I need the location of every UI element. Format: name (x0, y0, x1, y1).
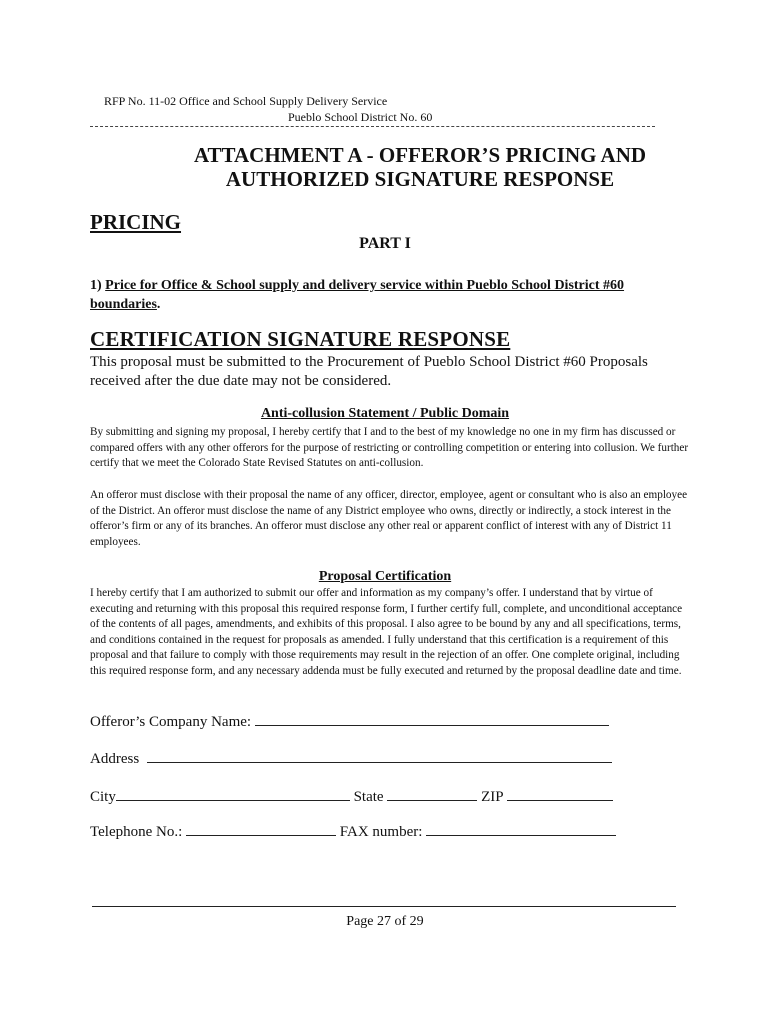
attachment-title-line1: ATTACHMENT A - OFFEROR’S PRICING AND (193, 143, 647, 167)
zip-field[interactable] (507, 786, 613, 801)
city-state-zip-row (90, 786, 613, 807)
anti-collusion-paragraph1: By submitting and signing my proposal, I hereby certify that I and to the best of my knowledge no one in my firm has discussed or compared offers with any other offerors for the purpose of restricting or controlling competition or entering into collusion. We further certify that we meet the Colorado State Revised Statutes on anti-collusion. (90, 426, 689, 470)
anti-collusion-paragraph2: An offeror must disclose with their proposal the name of any officer, director, employee, agent or consultant who is also an employee of the District. An offeror must disclose the name of any District employee who owns, directly or indirectly, a stock interest in the offeror’s firm or any of its branches. An offeror must disclose any other real or apparent conflict of interest with any of District 11 employees. (90, 489, 688, 548)
page-number: Page 27 of 29 (346, 914, 424, 929)
fax-label: FAX number: (336, 824, 427, 840)
rfp-header-line1: RFP No. 11-02 Office and School Supply Delivery Service (104, 94, 388, 108)
certification-heading: CERTIFICATION SIGNATURE RESPONSE (90, 327, 511, 351)
rfp-header-line2: Pueblo School District No. 60 (288, 110, 433, 124)
company-name-row (90, 711, 609, 732)
proposal-certification-heading: Proposal Certification (318, 569, 452, 584)
city-label: City (90, 789, 116, 805)
proposal-certification-paragraph: I hereby certify that I am authorized to submit our offer and information as my company’s offer. I understand that by virtue of executing and returning with this proposal this required response form, I further certify full, complete, and unconditional acceptance of the contents of all pages, amendments, and exhibits of this proposal. I also agree to be bound by any and all specifications, terms, and conditions contained in the request for proposals as amended. I fully understand that this certification is a requirement of this proposal and that failure to comply with those requirements may result in the rejection of an offer. One complete original, including this required response form, and any necessary addenda must be fully executed and returned by the proposal deadline date and time. (90, 587, 683, 677)
state-label: State (349, 789, 388, 805)
pricing-item-1 (90, 276, 690, 314)
header-divider (90, 126, 655, 127)
attachment-title-line2: AUTHORIZED SIGNATURE RESPONSE (225, 167, 615, 191)
pricing-item-text-line1: Price for Office & School supply and delivery service within Pueblo School District #60 (105, 278, 625, 293)
telephone-field[interactable] (186, 821, 336, 836)
pricing-item-end: . (156, 297, 161, 312)
certification-intro: This proposal must be submitted to the Procurement of Pueblo School District #60 Proposals received after the due date may not be considered. (90, 354, 648, 389)
company-name-label: Offeror’s Company Name: (90, 714, 255, 730)
address-label: Address (90, 751, 143, 767)
pricing-item-text-line2: boundaries (90, 297, 157, 312)
pricing-heading: PRICING (90, 210, 182, 234)
fax-field[interactable] (426, 821, 616, 836)
address-row (90, 748, 612, 769)
company-name-field[interactable] (255, 711, 609, 726)
anti-collusion-heading: Anti-collusion Statement / Public Domain (260, 406, 510, 421)
telephone-fax-row (90, 821, 616, 842)
city-field[interactable] (116, 786, 350, 801)
zip-label: ZIP (477, 789, 507, 805)
footer-divider (92, 906, 676, 907)
part-heading: PART I (359, 235, 411, 252)
pricing-item-number: 1) (90, 278, 106, 293)
telephone-label: Telephone No.: (90, 824, 187, 840)
state-field[interactable] (387, 786, 477, 801)
address-field[interactable] (147, 748, 612, 763)
